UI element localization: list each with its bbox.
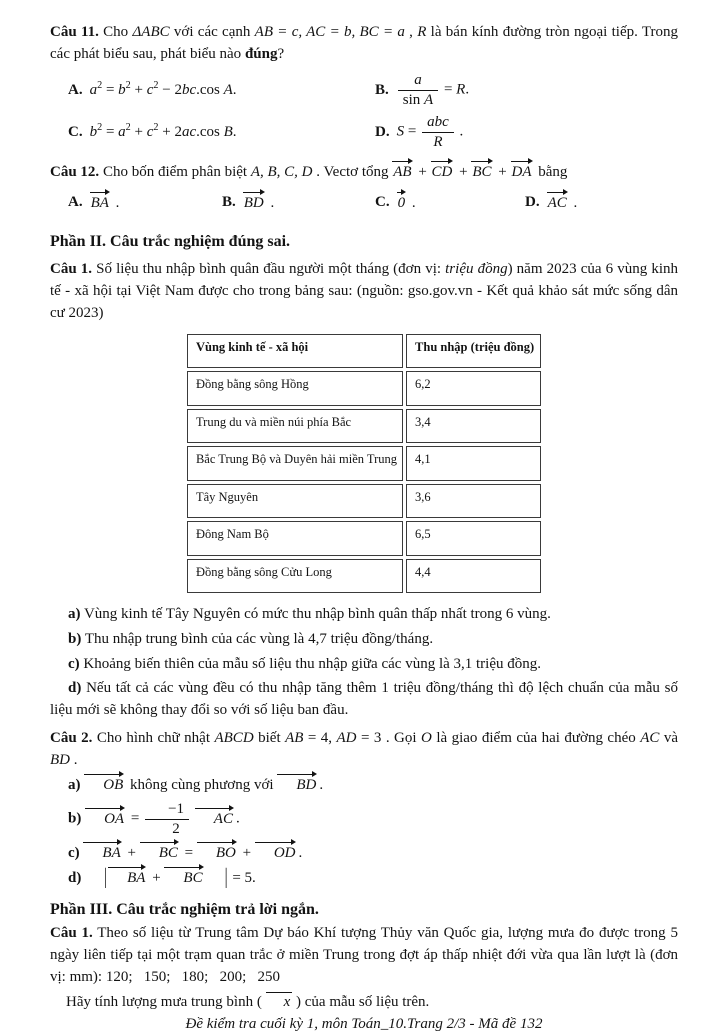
income-cell: 4,4 (406, 559, 541, 594)
part3-question-1-stem: Câu 1. Theo số liệu từ Trung tâm Dự báo Khí tượng Thủy văn Quốc gia, lượng mưa đo được trong 5 ngày liên tiếp tại một trạm quan trắc ở miền Trung trong đợt áp thấp nhiệt đới vừa qua lần lượt là (đơn vị: mm): 120; 150; 180; 200; 250 (50, 925, 678, 985)
option-label: A. (68, 194, 83, 211)
table-row (187, 484, 541, 519)
table-row (187, 521, 541, 556)
option-label: C. (375, 194, 390, 211)
region-cell: Đồng bằng sông Hồng (187, 371, 403, 406)
page-footer: Đề kiểm tra cuối kỳ 1, môn Toán_10.Trang 2/3 - Mã đề 132 (185, 1016, 543, 1033)
option-label: A. (68, 81, 83, 98)
part2-question-1-stem: Câu 1. Số liệu thu nhập bình quân đầu người một tháng (đơn vị: triệu đồng) năm 2023 của 6 vùng kinh tế - xã hội tại Việt Nam được cho trong bảng sau: (nguồn: gso.gov.vn - Kết quả khảo sát mức sống dân cư 2023) (50, 261, 678, 321)
question-11-options (68, 71, 678, 153)
table-header-region: Vùng kinh tế - xã hội (187, 334, 403, 369)
part2-question-2-stem: Câu 2. Cho hình chữ nhật ABCD biết AB = 4, AD = 3 . Gọi O là giao điểm của hai đường chéo AC và BD . (50, 729, 678, 768)
income-table (184, 331, 544, 597)
table-row (187, 371, 541, 406)
question-11-option-a (68, 71, 375, 111)
region-cell: Đông Nam Bộ (187, 521, 403, 556)
part2-question-1 (50, 259, 678, 722)
option-label: D. (375, 123, 390, 140)
p2q2-statement-a: a) OB không cùng phương với BD . (50, 774, 678, 797)
income-cell: 4,1 (406, 446, 541, 481)
table-header-row (187, 334, 541, 369)
question-12-option-b (222, 188, 375, 218)
part3-heading: Phần III. Câu trắc nghiệm trả lời ngắn. (50, 901, 319, 919)
table-header-income: Thu nhập (triệu đồng) (406, 334, 541, 369)
income-cell: 6,5 (406, 521, 541, 556)
p2q2-statement-c: c) BA + BC = BO + OD . (50, 842, 678, 865)
question-11-stem: Câu 11. Cho ΔABC với các cạnh AB = c, AC = b, BC = a , R là bán kính đường tròn ngoại tiếp. Trong các phát biểu sau, phát biểu nào đúng? (50, 24, 678, 62)
income-cell: 6,2 (406, 371, 541, 406)
income-cell: 3,6 (406, 484, 541, 519)
p2q2-statement-b: b) OA = $\frac{-1}{2}$ AC . (68, 801, 240, 837)
part3-question-1-closing: Hãy tính lượng mưa trung bình ( x ) của mẫu số liệu trên. (66, 993, 430, 1010)
question-11-option-b (375, 71, 678, 111)
region-cell: Tây Nguyên (187, 484, 403, 519)
option-formula: BA . (90, 192, 120, 215)
income-table-body (187, 371, 541, 593)
p2q1-statement-d: d) Nếu tất cả các vùng đều có thu nhập tăng thêm 1 triệu đồng/tháng thì độ lệch chuẩn của mẫu số liệu mới sẽ không thay đổi so với số liệu ban đầu. (50, 680, 678, 719)
option-formula: 0 . (397, 192, 416, 215)
option-label: B. (375, 81, 389, 98)
option-formula: BD . (243, 192, 275, 215)
question-11-option-d (375, 113, 678, 153)
region-cell: Bắc Trung Bộ và Duyên hải miền Trung (187, 446, 403, 481)
option-formula: $a^2 = b^2 + c^2 - 2bc.\cos$ A. (89, 80, 237, 99)
p2q2-statement-d: d) | BA + BC | = 5. (68, 866, 256, 890)
question-12-stem: Câu 12. Cho bốn điểm phân biệt A, B, C, D . Vectơ tổng AB + CD + BC + DA bằng (50, 161, 678, 184)
table-row (187, 559, 541, 594)
p2q1-statement-c: c) Khoảng biến thiên của mẫu số liệu thu nhập giữa các vùng là 3,1 triệu đồng. (68, 655, 542, 672)
p2q1-statement-b: b) Thu nhập trung bình của các vùng là 4,7 triệu đồng/tháng. (68, 630, 434, 647)
question-11 (50, 22, 678, 153)
question-12 (50, 161, 678, 219)
table-row (187, 409, 541, 444)
option-formula: AC . (547, 192, 578, 215)
income-cell: 3,4 (406, 409, 541, 444)
region-cell: Trung du và miền núi phía Bắc (187, 409, 403, 444)
p2q1-statement-a: a) Vùng kinh tế Tây Nguyên có mức thu nhập bình quân thấp nhất trong 6 vùng. (68, 606, 551, 623)
income-table-head (187, 334, 541, 369)
option-formula: S = $\frac{\text{abc}}{R}$ . (396, 114, 464, 150)
option-label: D. (525, 194, 540, 211)
question-12-option-c (375, 188, 525, 218)
part2-question-2 (50, 728, 678, 890)
part3-question-1 (50, 923, 678, 1013)
option-formula: $b^2 = a^2 + c^2 + 2ac.\cos$ B. (89, 122, 237, 141)
region-cell: Đồng bằng sông Cửu Long (187, 559, 403, 594)
option-label: C. (68, 123, 83, 140)
question-12-option-a (68, 188, 222, 218)
question-12-options (68, 188, 678, 218)
question-11-option-c (68, 113, 375, 153)
question-12-option-d (525, 188, 678, 218)
option-formula: $\frac{a}{\text{sin A}}$ = R. (396, 71, 469, 110)
table-row (187, 446, 541, 481)
part2-heading: Phần II. Câu trắc nghiệm đúng sai. (50, 233, 291, 251)
option-label: B. (222, 194, 236, 211)
